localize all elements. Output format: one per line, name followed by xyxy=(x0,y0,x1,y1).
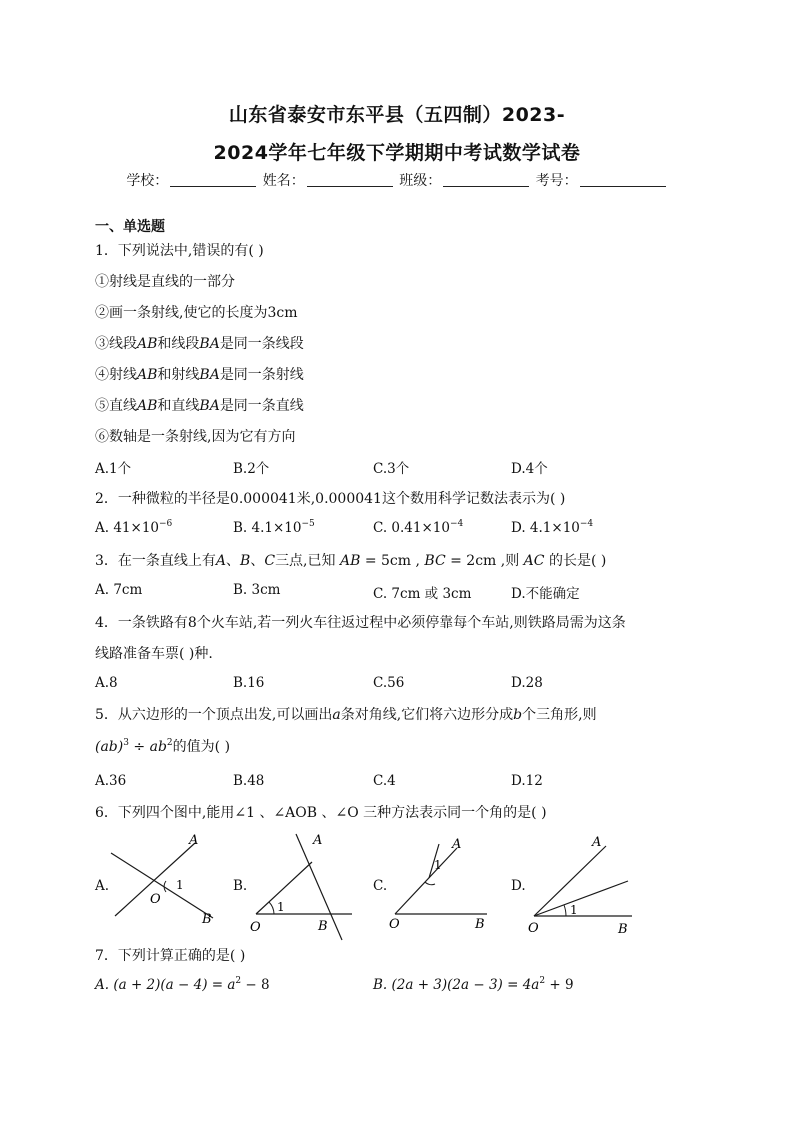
name-label: 姓名： xyxy=(262,173,305,189)
name-blank[interactable] xyxy=(307,172,393,187)
svg-text:B: B xyxy=(202,912,212,923)
q6-figure-d xyxy=(524,828,639,938)
q6-figure-a xyxy=(105,828,230,923)
section-heading: 一、单选题 xyxy=(95,219,165,235)
q7-option-a[interactable]: A. $(a + 2)(a - 4) = a^2 - 8$ xyxy=(95,976,270,993)
q7-option-b[interactable]: B. $(2a + 3)(2a - 3) = 4a^2 + 9$ xyxy=(373,976,574,993)
q5-stem-line1: 5．从六边形的一个顶点出发,可以画出a条对角线,它们将六边形分成b个三角形,则 xyxy=(95,707,597,723)
q6-option-a[interactable]: A. xyxy=(95,878,110,894)
q6-option-b[interactable]: B. xyxy=(233,878,248,894)
svg-text:B: B xyxy=(618,922,628,937)
q1-stem: 1．下列说法中,错误的有( ) xyxy=(95,243,264,259)
q3-option-d[interactable]: D.不能确定 xyxy=(511,586,580,602)
q2-option-b[interactable]: B. $4.1\times 10^{-5}$ xyxy=(233,519,315,536)
q2-option-c[interactable]: C. $0.41\times 10^{-4}$ xyxy=(373,519,464,536)
q6-option-c[interactable]: C. xyxy=(373,878,388,894)
q6-figure-b xyxy=(246,828,361,943)
q1-statement-5: ⑤直线AB和直线BA是同一条直线 xyxy=(95,398,304,414)
q3-option-b[interactable]: B. 3cm xyxy=(233,582,281,598)
svg-text:A: A xyxy=(313,833,323,848)
class-label: 班级： xyxy=(399,173,442,189)
school-blank[interactable] xyxy=(170,172,256,187)
svg-text:1: 1 xyxy=(570,903,578,917)
student-info-row xyxy=(0,170,794,190)
q5-option-c[interactable]: C.4 xyxy=(373,773,396,789)
q3-stem: 3．在一条直线上有A、B、C三点,已知 AB = 5cm , BC = 2cm ,则 AC 的长是( ) xyxy=(95,553,607,569)
q6-option-d[interactable]: D. xyxy=(511,878,526,894)
q2-stem: 2．一种微粒的半径是0.000041米,0.000041这个数用科学记数法表示为( ) xyxy=(95,491,566,507)
q3-option-c[interactable]: C. 7cm 或 3cm xyxy=(373,586,472,602)
svg-text:1: 1 xyxy=(277,900,285,914)
q5-stem-line2: $(ab)^3 \div ab^2$的值为( ) xyxy=(95,738,231,755)
q4-option-d[interactable]: D.28 xyxy=(511,675,543,691)
q7-stem: 7．下列计算正确的是( ) xyxy=(95,948,246,964)
svg-text:1: 1 xyxy=(176,878,184,892)
q1-statement-6: ⑥数轴是一条射线,因为它有方向 xyxy=(95,429,296,445)
q5-option-d[interactable]: D.12 xyxy=(511,773,543,789)
q4-stem-line2: 线路准备车票( )种. xyxy=(95,646,213,662)
number-label: 考号： xyxy=(535,173,578,189)
q1-option-b[interactable]: B.2个 xyxy=(233,461,270,477)
q4-option-b[interactable]: B.16 xyxy=(233,675,265,691)
svg-text:A: A xyxy=(592,835,602,850)
q2-option-d[interactable]: D. $4.1\times 10^{-4}$ xyxy=(511,519,594,536)
q4-option-a[interactable]: A.8 xyxy=(95,675,118,691)
svg-text:A: A xyxy=(189,833,199,848)
svg-text:B: B xyxy=(475,917,485,928)
q4-option-c[interactable]: C.56 xyxy=(373,675,405,691)
q4-stem-line1: 4．一条铁路有8个火车站,若一列火车往返过程中必须停靠每个车站,则铁路局需为这条 xyxy=(95,615,626,631)
svg-text:O: O xyxy=(528,921,539,936)
svg-text:O: O xyxy=(150,892,161,907)
exam-title-line2: 2024学年七年级下学期期中考试数学试卷 xyxy=(213,142,581,164)
q1-statement-4: ④射线AB和射线BA是同一条射线 xyxy=(95,367,304,383)
q6-figure-c xyxy=(385,828,495,928)
q1-option-d[interactable]: D.4个 xyxy=(511,461,548,477)
number-blank[interactable] xyxy=(580,172,666,187)
svg-text:1: 1 xyxy=(434,858,442,872)
q1-option-a[interactable]: A.1个 xyxy=(95,461,132,477)
svg-text:O: O xyxy=(389,917,400,928)
class-blank[interactable] xyxy=(443,172,529,187)
school-label: 学校： xyxy=(126,173,169,189)
q1-statement-2: ②画一条射线,使它的长度为3cm xyxy=(95,305,298,321)
q3-option-a[interactable]: A. 7cm xyxy=(95,582,143,598)
q1-option-c[interactable]: C.3个 xyxy=(373,461,410,477)
q6-stem: 6．下列四个图中,能用∠1 、∠AOB 、∠O 三种方法表示同一个角的是( ) xyxy=(95,805,547,821)
q5-option-a[interactable]: A.36 xyxy=(95,773,127,789)
q5-option-b[interactable]: B.48 xyxy=(233,773,265,789)
svg-text:B: B xyxy=(318,919,328,934)
svg-text:O: O xyxy=(250,920,261,935)
q1-statement-1: ①射线是直线的一部分 xyxy=(95,274,235,290)
q1-statement-3: ③线段AB和线段BA是同一条线段 xyxy=(95,336,304,352)
q2-option-a[interactable]: A. $41\times 10^{-6}$ xyxy=(95,519,173,536)
svg-text:A: A xyxy=(452,837,462,852)
exam-title-line1: 山东省泰安市东平县（五四制）2023- xyxy=(228,104,566,126)
